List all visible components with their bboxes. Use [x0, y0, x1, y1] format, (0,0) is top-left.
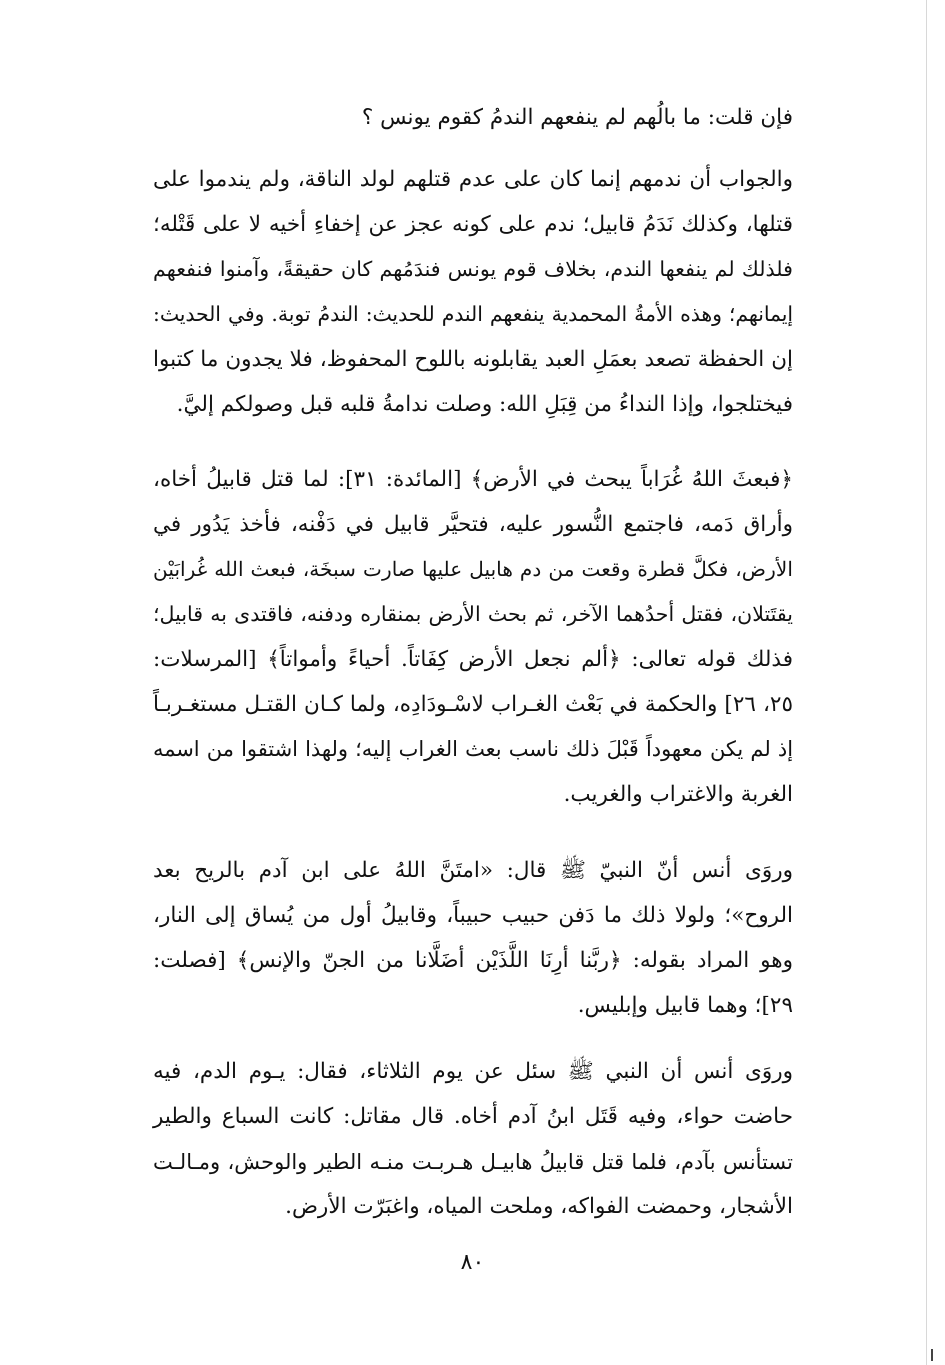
text-line: إيمانهم؛ وهذه الأمةُ المحمدية ينفعهم الندم للحديث: الندمُ توبة. وفي الحديث:	[153, 302, 793, 326]
text-line: والجواب أن ندمهم إنما كان على عدم قتلهم لولد الناقة، ولم يندموا على	[153, 167, 793, 192]
text-line: وأراق دَمه، فاجتمع النُّسور عليه، فتحيَّر قابيل في دَفْنه، فأخذ يَدُور في	[153, 512, 793, 537]
text-line: وهو المراد بقوله: ﴿ربَّنا أرِنَا اللَّذَيْن أضَلَّانا من الجنّ والإنس﴾ [فصلت:	[153, 948, 793, 973]
paragraph-raven	[153, 457, 793, 817]
text-line: يقتَتلان، فقتل أحدُهما الآخر، ثم بحث الأرض بمنقاره ودفنه، فاقتدى به قابيل؛	[153, 602, 793, 626]
text-line: الغربة والاغتراب والغريب.	[563, 782, 793, 807]
text-line: إن الحفظة تصعد بعمَلِ العبد يقابلونه باللوح المحفوظ، فلا يجدون ما كتبوا	[153, 347, 793, 372]
text-line: فيختلجوا، وإذا النداءُ من قِبَلِ الله: وصلت ندامةُ قلبه قبل وصولكم إليَّ.	[176, 392, 793, 417]
paragraph-answer	[153, 157, 793, 427]
page-edge-line	[926, 0, 927, 1365]
text-line: ٢٩]؛ وهما قابيل وإبليس.	[577, 993, 793, 1018]
scan-mark	[931, 1349, 933, 1361]
paragraph-question	[153, 95, 793, 140]
paragraph-hadith-wind	[153, 848, 793, 1028]
text-line: الروح»؛ ولولا ذلك ما دَفن حبيب حبيباً، وقابيلُ أول من يُساق إلى النار،	[153, 903, 793, 928]
text-line: فلذلك لم ينفعها الندم، بخلاف قوم يونس فندَمُهم كان حقيقةً، وآمنوا فنفعهم	[153, 257, 793, 281]
text-line: الأشجار، وحمضت الفواكه، وملحت المياه، واغبَرّت الأرض.	[285, 1194, 793, 1219]
page-number: ٨٠	[460, 1250, 485, 1275]
text-line: فإن قلت: ما بالُهم لم ينفعهم الندمُ كقوم يونس ؟	[361, 105, 793, 130]
text-line: حاضت حواء، وفيه قَتَل ابنُ آدم أخاه. قال مقاتل: كانت السباع والطير	[153, 1104, 793, 1129]
text-line: وروَى أنس أنّ النبيّ ﷺ قال: «امتَنَّ اللهُ على ابن آدم بالريح بعد	[153, 858, 793, 883]
paragraph-hadith-tuesday	[153, 1049, 793, 1229]
text-line: الأرض، فكلَّ قطرة وقعت من دم هابيل عليها صارت سبخَة، فبعث الله غُرابَيْن	[153, 557, 793, 581]
text-line: وروَى أنس أن النبي ﷺ سئل عن يوم الثلاثاء، فقال: يـوم الدم، فيه	[153, 1059, 793, 1084]
text-line: ﴿فبعثَ اللهُ غُرَاباً يبحث في الأرض﴾ [المائدة: ٣١]: لما قتل قابيلُ أخاه،	[153, 467, 793, 492]
text-line: إذ لم يكن معهوداً قَبْلَ ذلك ناسب بعث الغراب إليه؛ ولهذا اشتقوا من اسمه	[153, 737, 793, 761]
text-line: ٢٥، ٢٦] والحكمة في بَعْث الغـراب لاسْـودَادِه، ولما كـان القتـل مستغـربـاً	[153, 692, 793, 717]
text-line: قتلها، وكذلك نَدَمُ قابيل؛ ندم على كونه عجز عن إخفاءِ أخيه لا على قَتْله؛	[153, 212, 793, 237]
text-line: تستأنس بآدم، فلما قتل قابيلُ هابيـل هـربـت منـه الطير والوحش، ومـالـت	[153, 1149, 793, 1174]
text-line: فذلك قوله تعالى: ﴿ألم نجعل الأرض كِفَاتاً. أحياءً وأمواتاً﴾ [المرسلات:	[153, 647, 793, 672]
